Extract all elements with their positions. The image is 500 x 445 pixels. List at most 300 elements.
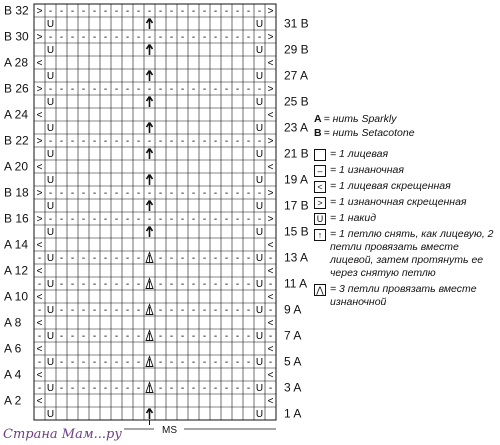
- row-label-right: 3 A: [284, 380, 302, 395]
- purl-symbol: -: [235, 279, 240, 291]
- purl-symbol: -: [92, 84, 97, 96]
- purl-symbol: -: [37, 331, 42, 343]
- legend-yarn-letter: A: [314, 113, 322, 125]
- purl-symbol: -: [103, 188, 108, 200]
- row-label-right: 15 B: [284, 224, 309, 239]
- legend-item: [314, 212, 498, 225]
- row-label-right: 31 B: [284, 16, 309, 31]
- purl-symbol: -: [158, 253, 163, 265]
- purl-symbol: -: [125, 383, 130, 395]
- purl-symbol: -: [235, 383, 240, 395]
- row-label-left: B 18: [4, 185, 29, 200]
- purl-symbol: -: [235, 188, 240, 200]
- purl-symbol: -: [257, 188, 262, 200]
- legend-item: [314, 228, 498, 280]
- purl-twisted-symbol: >: [267, 188, 274, 200]
- purl-symbol: -: [180, 305, 185, 317]
- purl-symbol: -: [59, 6, 64, 18]
- row-label-left: A 8: [4, 315, 22, 330]
- purl-symbol: -: [92, 136, 97, 148]
- yarn-over-symbol: U: [255, 253, 264, 265]
- yarn-over-symbol: U: [46, 357, 55, 369]
- purl-twisted-symbol: >: [267, 32, 274, 44]
- purl-twisted-symbol: >: [36, 6, 43, 18]
- watermark: Страна Мам...ру: [3, 427, 122, 442]
- sk2p-icon: ↑: [314, 229, 326, 241]
- legend: [314, 113, 498, 312]
- purl-symbol: -: [213, 6, 218, 18]
- purl-symbol: -: [158, 84, 163, 96]
- purl-symbol: -: [213, 214, 218, 226]
- yarn-over-symbol: U: [255, 19, 264, 31]
- knit-twisted-symbol: <: [267, 370, 274, 382]
- ms-label: MS: [162, 425, 177, 436]
- purl-symbol: -: [202, 253, 207, 265]
- knit-twisted-icon: <: [314, 181, 326, 193]
- legend-item: [314, 180, 498, 193]
- purl-symbol: -: [158, 357, 163, 369]
- purl-symbol: -: [158, 188, 163, 200]
- purl-symbol: -: [114, 279, 119, 291]
- purl-symbol: -: [235, 32, 240, 44]
- purl-symbol: -: [257, 6, 262, 18]
- knit-twisted-symbol: <: [36, 240, 43, 252]
- purl-symbol: -: [59, 136, 64, 148]
- purl-symbol: -: [235, 305, 240, 317]
- purl-symbol: -: [125, 279, 130, 291]
- purl-symbol: -: [147, 136, 152, 148]
- purl-symbol: -: [103, 331, 108, 343]
- purl-symbol: -: [59, 84, 64, 96]
- purl-symbol: -: [268, 357, 273, 369]
- purl-symbol: -: [136, 6, 141, 18]
- purl-symbol: -: [70, 6, 75, 18]
- purl-symbol: -: [191, 188, 196, 200]
- purl-symbol: -: [202, 331, 207, 343]
- legend-yarn-letter: B: [314, 127, 322, 139]
- knit-icon: [314, 149, 326, 161]
- row-label-left: B 26: [4, 81, 29, 96]
- purl-symbol: -: [59, 214, 64, 226]
- purl-symbol: -: [257, 32, 262, 44]
- purl-symbol: -: [70, 188, 75, 200]
- purl-symbol: -: [103, 253, 108, 265]
- purl-symbol: -: [136, 214, 141, 226]
- legend-yarn-item: [314, 127, 498, 140]
- yarn-over-symbol: U: [255, 383, 264, 395]
- knit-twisted-symbol: <: [267, 266, 274, 278]
- row-label-right: 9 A: [284, 302, 302, 317]
- yarn-over-symbol: U: [255, 409, 264, 421]
- purl-symbol: -: [59, 383, 64, 395]
- purl-symbol: -: [202, 32, 207, 44]
- legend-text: = 1 лицевая: [330, 148, 389, 160]
- purl-symbol: -: [180, 136, 185, 148]
- purl-symbol: -: [235, 357, 240, 369]
- purl-symbol: -: [268, 279, 273, 291]
- purl-symbol: -: [48, 136, 53, 148]
- purl-symbol: -: [81, 383, 86, 395]
- purl-symbol: -: [235, 331, 240, 343]
- purl-icon: –: [314, 165, 326, 177]
- purl-symbol: -: [224, 32, 229, 44]
- row-label-left: A 4: [4, 367, 22, 382]
- purl-symbol: -: [103, 279, 108, 291]
- yarn-over-symbol: U: [46, 383, 55, 395]
- purl-symbol: -: [191, 331, 196, 343]
- knit-twisted-symbol: <: [267, 162, 274, 174]
- purl-symbol: -: [180, 253, 185, 265]
- purl-symbol: -: [59, 305, 64, 317]
- purl-twisted-symbol: >: [36, 32, 43, 44]
- purl-symbol: -: [147, 32, 152, 44]
- purl-symbol: -: [59, 331, 64, 343]
- purl-symbol: -: [246, 279, 251, 291]
- yarn-over-symbol: U: [46, 331, 55, 343]
- yarn-over-symbol: U: [255, 71, 264, 83]
- purl-symbol: -: [147, 6, 152, 18]
- row-label-left: A 14: [4, 237, 29, 252]
- purl-symbol: -: [81, 357, 86, 369]
- purl-symbol: -: [213, 357, 218, 369]
- knit-twisted-symbol: <: [267, 396, 274, 408]
- purl-symbol: -: [224, 84, 229, 96]
- row-label-right: 17 B: [284, 198, 309, 213]
- purl-symbol: -: [158, 6, 163, 18]
- purl-symbol: -: [180, 331, 185, 343]
- purl-symbol: -: [169, 331, 174, 343]
- knit-twisted-symbol: <: [267, 240, 274, 252]
- purl-symbol: -: [180, 279, 185, 291]
- yarn-over-symbol: U: [46, 201, 55, 213]
- yarn-over-symbol: U: [46, 253, 55, 265]
- purl-symbol: -: [180, 188, 185, 200]
- row-label-left: A 6: [4, 341, 22, 356]
- purl-symbol: -: [169, 6, 174, 18]
- purl-symbol: -: [169, 305, 174, 317]
- purl-symbol: -: [158, 32, 163, 44]
- row-label-right: 21 B: [284, 146, 309, 161]
- purl-symbol: -: [224, 253, 229, 265]
- purl-symbol: -: [246, 214, 251, 226]
- yarn-over-symbol: U: [46, 45, 55, 57]
- row-label-left: B 16: [4, 211, 29, 226]
- knit-twisted-symbol: <: [36, 58, 43, 70]
- purl-symbol: -: [70, 279, 75, 291]
- purl-symbol: -: [92, 6, 97, 18]
- yarn-over-symbol: U: [46, 227, 55, 239]
- purl-symbol: -: [81, 32, 86, 44]
- row-label-left: A 12: [4, 263, 29, 278]
- yarn-over-symbol: U: [255, 227, 264, 239]
- purl-symbol: -: [81, 188, 86, 200]
- yarn-over-symbol: U: [46, 19, 55, 31]
- purl-symbol: -: [37, 357, 42, 369]
- purl-symbol: -: [114, 357, 119, 369]
- purl-symbol: -: [48, 6, 53, 18]
- yarn-over-symbol: U: [255, 305, 264, 317]
- purl-symbol: -: [213, 305, 218, 317]
- purl-symbol: -: [224, 136, 229, 148]
- purl-symbol: -: [103, 84, 108, 96]
- purl-symbol: -: [81, 6, 86, 18]
- yarn-over-symbol: U: [255, 149, 264, 161]
- purl-symbol: -: [158, 214, 163, 226]
- purl-symbol: -: [246, 305, 251, 317]
- purl-symbol: -: [169, 188, 174, 200]
- purl-symbol: -: [246, 32, 251, 44]
- purl-symbol: -: [70, 383, 75, 395]
- purl-symbol: -: [92, 305, 97, 317]
- legend-yarn-item: [314, 113, 498, 126]
- purl-symbol: -: [191, 305, 196, 317]
- purl-symbol: -: [103, 305, 108, 317]
- purl-symbol: -: [191, 6, 196, 18]
- purl-symbol: -: [158, 279, 163, 291]
- purl-symbol: -: [114, 188, 119, 200]
- purl-symbol: -: [81, 279, 86, 291]
- purl-symbol: -: [37, 383, 42, 395]
- purl-symbol: -: [180, 383, 185, 395]
- row-label-left: A 28: [4, 55, 29, 70]
- row-label-left: B 32: [4, 3, 29, 18]
- row-label-left: A 24: [4, 107, 29, 122]
- purl-symbol: -: [202, 188, 207, 200]
- purl-symbol: -: [70, 331, 75, 343]
- purl-symbol: -: [246, 383, 251, 395]
- purl-symbol: -: [158, 331, 163, 343]
- purl-symbol: -: [224, 383, 229, 395]
- purl-symbol: -: [257, 214, 262, 226]
- purl-symbol: -: [59, 279, 64, 291]
- row-label-right: 23 A: [284, 120, 309, 135]
- purl-symbol: -: [268, 383, 273, 395]
- purl-symbol: -: [246, 357, 251, 369]
- purl-twisted-symbol: >: [267, 214, 274, 226]
- purl-symbol: -: [213, 383, 218, 395]
- purl-symbol: -: [246, 84, 251, 96]
- purl-symbol: -: [92, 279, 97, 291]
- purl-symbol: -: [114, 6, 119, 18]
- purl-symbol: -: [224, 357, 229, 369]
- purl-symbol: -: [114, 383, 119, 395]
- purl-symbol: -: [191, 279, 196, 291]
- purl-symbol: -: [158, 305, 163, 317]
- purl-symbol: -: [70, 253, 75, 265]
- yarn-over-symbol: U: [46, 305, 55, 317]
- purl-symbol: -: [169, 383, 174, 395]
- purl-symbol: -: [136, 357, 141, 369]
- purl-symbol: -: [224, 305, 229, 317]
- purl-symbol: -: [268, 253, 273, 265]
- legend-text: = 1 петлю снять, как лицевую, 2 петли провязать вместе лицевой, затем протянуть ее через снятую петлю: [330, 228, 494, 279]
- purl-symbol: -: [169, 136, 174, 148]
- row-label-right: 25 B: [284, 94, 309, 109]
- purl-symbol: -: [114, 305, 119, 317]
- legend-item: [314, 148, 498, 161]
- yarn-over-symbol: U: [46, 409, 55, 421]
- purl-symbol: -: [136, 253, 141, 265]
- yarn-over-symbol: U: [46, 123, 55, 135]
- yarn-over-symbol: U: [46, 97, 55, 109]
- legend-text: = 1 накид: [330, 212, 377, 224]
- purl-symbol: -: [213, 279, 218, 291]
- purl-symbol: -: [169, 214, 174, 226]
- purl-symbol: -: [48, 84, 53, 96]
- purl-symbol: -: [180, 357, 185, 369]
- legend-text: = 1 изнаночная скрещенная: [330, 196, 467, 208]
- purl-symbol: -: [202, 383, 207, 395]
- purl-symbol: -: [147, 214, 152, 226]
- purl-twisted-symbol: >: [36, 214, 43, 226]
- purl-symbol: -: [59, 253, 64, 265]
- legend-text: = 1 изнаночная: [330, 164, 404, 176]
- purl-symbol: -: [92, 32, 97, 44]
- yarn-over-symbol: U: [255, 279, 264, 291]
- purl-symbol: -: [125, 357, 130, 369]
- purl-symbol: -: [213, 32, 218, 44]
- purl-symbol: -: [213, 84, 218, 96]
- purl-symbol: -: [213, 331, 218, 343]
- purl-symbol: -: [268, 331, 273, 343]
- purl-symbol: -: [81, 136, 86, 148]
- purl-symbol: -: [246, 253, 251, 265]
- legend-item: [314, 164, 498, 177]
- purl-symbol: -: [136, 279, 141, 291]
- row-label-left: B 22: [4, 133, 29, 148]
- purl-symbol: -: [213, 136, 218, 148]
- purl-twisted-symbol: >: [36, 188, 43, 200]
- purl-symbol: -: [136, 136, 141, 148]
- purl-twisted-symbol: >: [36, 136, 43, 148]
- yarn-over-symbol: U: [255, 201, 264, 213]
- purl-symbol: -: [202, 279, 207, 291]
- purl-twisted-symbol: >: [267, 136, 274, 148]
- purl-symbol: -: [235, 6, 240, 18]
- purl-symbol: -: [92, 383, 97, 395]
- purl-symbol: -: [246, 136, 251, 148]
- purl-symbol: -: [103, 383, 108, 395]
- purl-symbol: -: [92, 331, 97, 343]
- legend-item: [314, 283, 498, 309]
- yarn-over-icon: U: [314, 213, 326, 225]
- row-label-right: 27 A: [284, 68, 309, 83]
- purl-symbol: -: [224, 188, 229, 200]
- row-label-left: A 10: [4, 289, 29, 304]
- yarn-over-symbol: U: [255, 97, 264, 109]
- legend-yarn-text: = нить Setacotone: [323, 127, 415, 139]
- knit-twisted-symbol: <: [36, 292, 43, 304]
- purl-symbol: -: [235, 84, 240, 96]
- purl-symbol: -: [169, 253, 174, 265]
- row-label-left: A 20: [4, 159, 29, 174]
- purl-twisted-symbol: >: [267, 84, 274, 96]
- knit-twisted-symbol: <: [267, 344, 274, 356]
- purl-symbol: -: [158, 136, 163, 148]
- knit-twisted-symbol: <: [267, 58, 274, 70]
- purl-symbol: -: [125, 331, 130, 343]
- purl-symbol: -: [37, 279, 42, 291]
- purl-symbol: -: [224, 214, 229, 226]
- purl-symbol: -: [114, 214, 119, 226]
- purl-symbol: -: [180, 214, 185, 226]
- legend-text: = 1 лицевая скрещенная: [330, 180, 451, 192]
- row-label-right: 19 A: [284, 172, 309, 187]
- purl-symbol: -: [202, 214, 207, 226]
- purl-symbol: -: [180, 84, 185, 96]
- purl-symbol: -: [169, 84, 174, 96]
- yarn-over-symbol: U: [46, 71, 55, 83]
- legend-text: = 3 петли провязать вместе изнаночной: [330, 283, 477, 308]
- knit-twisted-symbol: <: [267, 292, 274, 304]
- purl-symbol: -: [92, 188, 97, 200]
- purl-symbol: -: [103, 32, 108, 44]
- purl-twisted-icon: >: [314, 197, 326, 209]
- purl-symbol: -: [114, 136, 119, 148]
- purl-symbol: -: [48, 214, 53, 226]
- purl-symbol: -: [114, 84, 119, 96]
- row-label-right: 7 A: [284, 328, 302, 343]
- yarn-over-symbol: U: [46, 149, 55, 161]
- row-label-right: 13 A: [284, 250, 309, 265]
- purl-symbol: -: [246, 331, 251, 343]
- purl-symbol: -: [92, 357, 97, 369]
- purl-symbol: -: [235, 136, 240, 148]
- purl-symbol: -: [147, 84, 152, 96]
- purl-symbol: -: [191, 136, 196, 148]
- purl-symbol: -: [59, 357, 64, 369]
- purl-symbol: -: [136, 383, 141, 395]
- purl-symbol: -: [235, 253, 240, 265]
- purl-symbol: -: [37, 253, 42, 265]
- purl-symbol: -: [48, 32, 53, 44]
- purl-symbol: -: [125, 305, 130, 317]
- purl-symbol: -: [125, 136, 130, 148]
- purl-symbol: -: [202, 357, 207, 369]
- purl-symbol: -: [103, 214, 108, 226]
- purl-symbol: -: [81, 253, 86, 265]
- purl-symbol: -: [213, 253, 218, 265]
- purl-symbol: -: [37, 305, 42, 317]
- yarn-over-symbol: U: [46, 175, 55, 187]
- purl-symbol: -: [191, 84, 196, 96]
- row-label-left: B 30: [4, 29, 29, 44]
- purl-symbol: -: [268, 305, 273, 317]
- purl-symbol: -: [70, 136, 75, 148]
- purl-symbol: -: [81, 305, 86, 317]
- legend-yarn-list: [314, 113, 498, 140]
- knit-twisted-symbol: <: [36, 318, 43, 330]
- purl-symbol: -: [235, 214, 240, 226]
- purl-symbol: -: [70, 305, 75, 317]
- purl-twisted-symbol: >: [267, 6, 274, 18]
- purl-symbol: -: [81, 331, 86, 343]
- purl-symbol: -: [191, 253, 196, 265]
- purl-symbol: -: [125, 84, 130, 96]
- purl-symbol: -: [136, 188, 141, 200]
- purl-symbol: -: [125, 188, 130, 200]
- purl-symbol: -: [224, 6, 229, 18]
- purl-symbol: -: [136, 32, 141, 44]
- row-label-right: 1 A: [284, 406, 302, 421]
- knit-twisted-symbol: <: [36, 370, 43, 382]
- purl-symbol: -: [180, 6, 185, 18]
- row-label-right: 29 B: [284, 42, 309, 57]
- purl-twisted-symbol: >: [36, 84, 43, 96]
- purl-symbol: -: [191, 357, 196, 369]
- yarn-over-symbol: U: [255, 123, 264, 135]
- purl-symbol: -: [125, 32, 130, 44]
